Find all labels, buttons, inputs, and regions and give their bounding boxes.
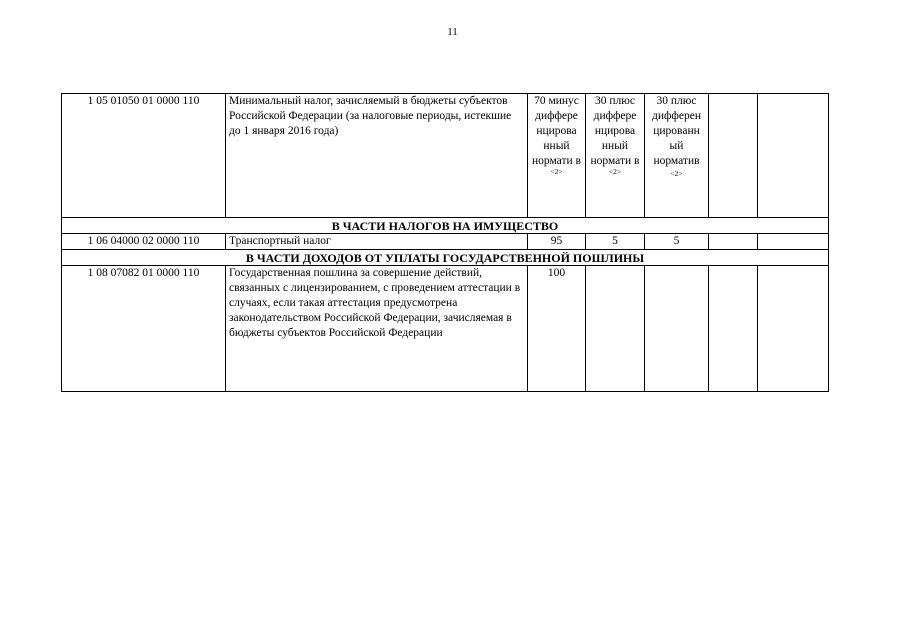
norm-cell-2: 5 xyxy=(586,234,645,250)
section-header-state-duty xyxy=(62,250,829,266)
norm-cell-2 xyxy=(586,266,645,392)
norm-cell-1 xyxy=(528,94,586,218)
revenue-code: 1 05 01050 01 0000 110 xyxy=(62,94,226,218)
norm-cell-1: 100 xyxy=(528,266,586,392)
section-title: В ЧАСТИ НАЛОГОВ НА ИМУЩЕСТВО xyxy=(62,218,829,234)
section-title: В ЧАСТИ ДОХОДОВ ОТ УПЛАТЫ ГОСУДАРСТВЕННОЙ ПОШЛИНЫ xyxy=(62,250,829,266)
revenue-code: 1 08 07082 01 0000 110 xyxy=(62,266,226,392)
norm-cell-4 xyxy=(709,94,758,218)
norm-cell-5 xyxy=(758,234,829,250)
footnote-ref: <2> xyxy=(550,167,563,177)
norm-text: 70 минус диффере нцирова нный нормати в xyxy=(532,95,581,167)
revenue-distribution-table xyxy=(61,93,829,392)
norm-text: 30 плюс дифферен цированн ый норматив xyxy=(652,95,701,167)
footnote-ref: <2> xyxy=(670,169,683,178)
norm-cell-3 xyxy=(645,266,709,392)
norm-cell-5 xyxy=(758,266,829,392)
norm-cell-1: 95 xyxy=(528,234,586,250)
table-row-state-duty xyxy=(62,266,829,392)
norm-cell-4 xyxy=(709,266,758,392)
revenue-description: Транспортный налог xyxy=(226,234,528,250)
footnote-ref: <2> xyxy=(608,167,622,177)
section-header-property xyxy=(62,218,829,234)
norm-cell-2 xyxy=(586,94,645,218)
revenue-description: Государственная пошлина за совершение действий, связанных с лицензированием, с проведением аттестации в случаях, если такая аттестация предусмотрена законодательством Российской Федерации, зачисляемая в бюджеты субъектов Российской Федерации xyxy=(226,266,528,392)
page-number: 11 xyxy=(447,26,458,38)
revenue-description: Минимальный налог, зачисляемый в бюджеты субъектов Российской Федерации (за налоговые периоды, истекшие до 1 января 2016 года) xyxy=(226,94,528,218)
norm-cell-4 xyxy=(709,234,758,250)
table-row-minimal-tax xyxy=(62,94,829,218)
norm-cell-5 xyxy=(758,94,829,218)
norm-cell-3: 5 xyxy=(645,234,709,250)
norm-cell-3 xyxy=(645,94,709,218)
revenue-code: 1 06 04000 02 0000 110 xyxy=(62,234,226,250)
norm-text: 30 плюс диффере нцирова нный нормати в xyxy=(590,95,640,167)
table-row-transport-tax xyxy=(62,234,829,250)
